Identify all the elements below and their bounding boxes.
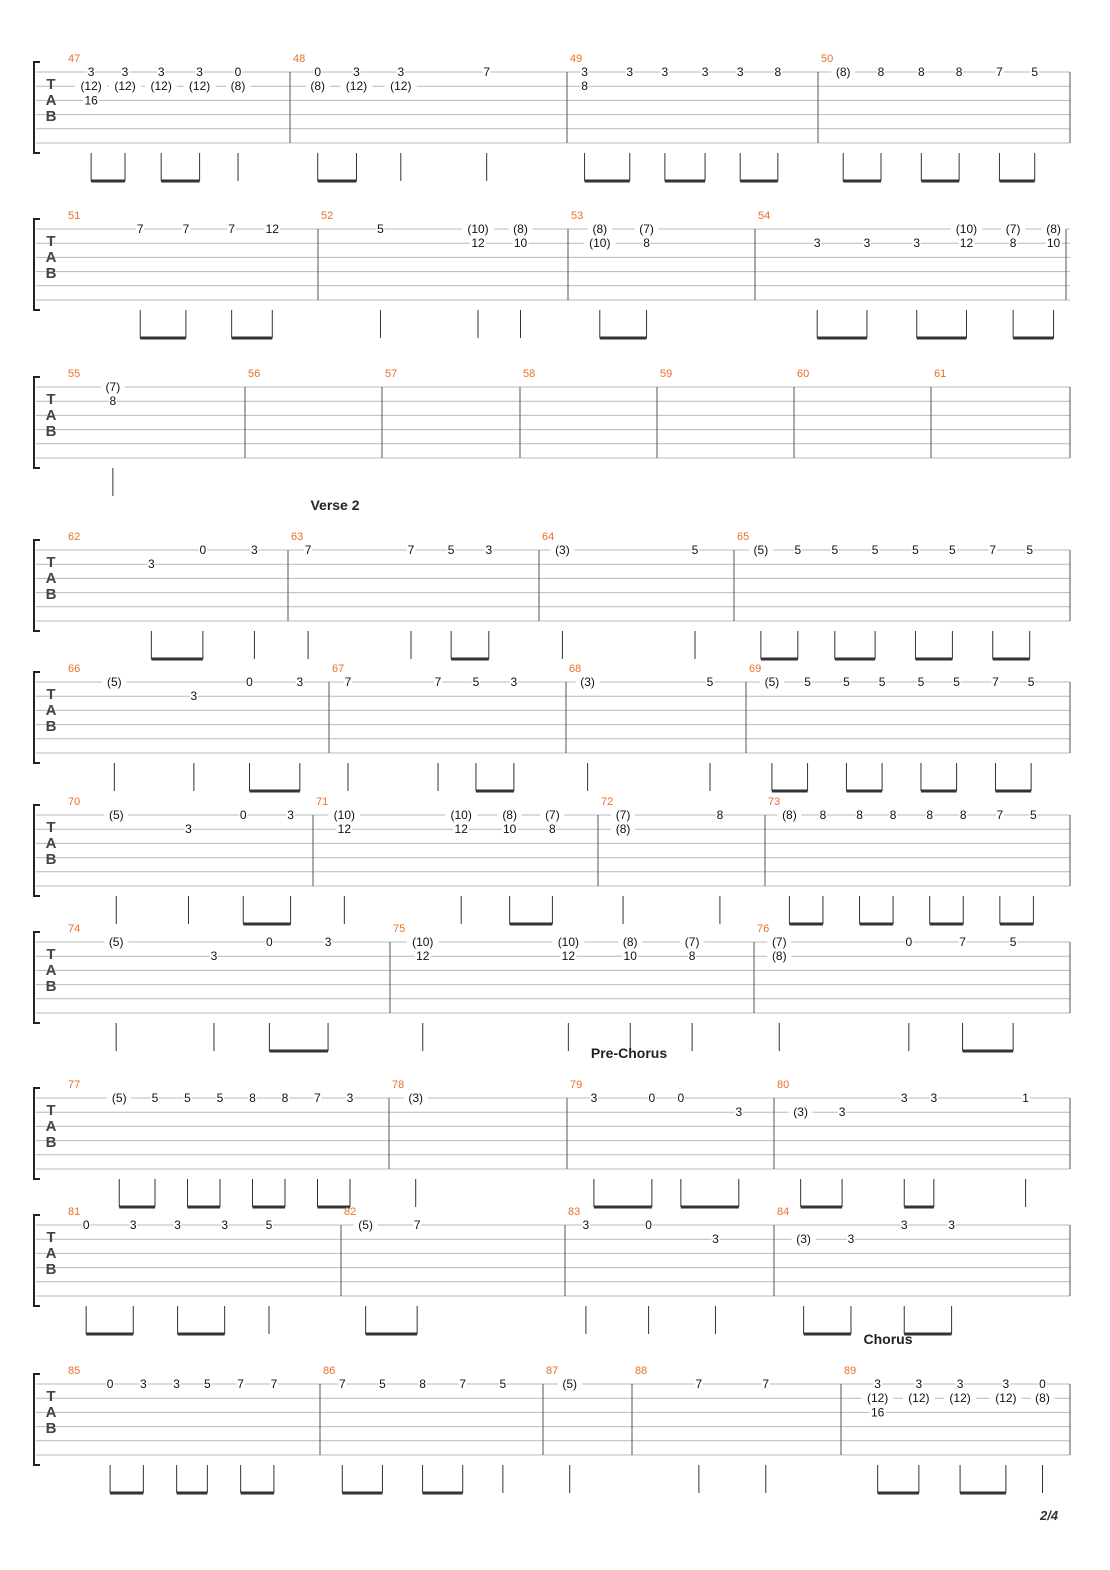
fret-number: 16 <box>870 1405 885 1420</box>
measure-number: 47 <box>68 53 81 65</box>
fret-number: 5 <box>499 1377 507 1391</box>
fret-number: 0 <box>82 1218 90 1232</box>
system-bracket <box>34 540 40 631</box>
measure-number: 65 <box>737 531 750 543</box>
fret-number: (3) <box>408 1091 424 1105</box>
measure-number: 84 <box>777 1206 790 1218</box>
fret-number: (3) <box>555 543 570 557</box>
fret-number: (7) <box>639 222 654 236</box>
fret-number: (8) <box>782 808 797 822</box>
fret-number: (7) <box>771 935 787 949</box>
system-bracket <box>34 219 40 310</box>
fret-number: 3 <box>913 236 921 251</box>
fret-number: 8 <box>926 808 934 822</box>
fret-number: 7 <box>314 1091 321 1105</box>
fret-number: 3 <box>87 65 95 79</box>
measure-number: 89 <box>844 1365 857 1377</box>
fret-number: 8 <box>774 65 782 79</box>
fret-number: 3 <box>735 1105 743 1120</box>
fret-number: 7 <box>228 222 235 236</box>
fret-number: (7) <box>615 808 631 822</box>
fret-number: (12) <box>345 79 368 94</box>
fret-number: 5 <box>706 675 714 689</box>
fret-number: 5 <box>1026 543 1034 557</box>
fret-number: (5) <box>764 675 780 689</box>
fret-number: 3 <box>847 1232 855 1247</box>
fret-number: 7 <box>407 543 415 557</box>
fret-number: 10 <box>513 236 528 251</box>
measure-number: 57 <box>385 368 398 380</box>
measure-number: 87 <box>546 1365 559 1377</box>
fret-number: (12) <box>995 1391 1017 1406</box>
fret-number: 5 <box>843 675 850 689</box>
tab-clef-letter: A <box>45 962 57 979</box>
system-bracket <box>34 1088 40 1179</box>
fret-number: (10) <box>450 808 472 822</box>
fret-number: 5 <box>794 543 802 557</box>
system-bracket <box>34 672 40 763</box>
fret-number: (8) <box>513 222 528 236</box>
measure-number: 54 <box>758 210 771 222</box>
fret-number: 8 <box>1009 236 1017 251</box>
tab-clef-letter: B <box>45 586 57 603</box>
fret-number: (12) <box>866 1391 889 1406</box>
fret-number: 7 <box>959 935 966 949</box>
fret-number: 8 <box>643 236 650 251</box>
fret-number: 0 <box>1039 1377 1046 1391</box>
measure-number: 71 <box>316 796 329 808</box>
measure-number: 82 <box>344 1206 357 1218</box>
measure-number: 74 <box>68 923 81 935</box>
fret-number: 10 <box>1046 236 1061 251</box>
tab-clef-letter: A <box>45 835 57 852</box>
fret-number: (7) <box>545 808 560 822</box>
measure-number: 62 <box>68 531 81 543</box>
fret-number: 0 <box>199 543 207 557</box>
fret-number: 5 <box>379 1377 386 1391</box>
fret-number: 0 <box>648 1091 656 1105</box>
fret-number: 3 <box>287 808 294 822</box>
fret-number: 3 <box>185 822 192 837</box>
fret-number: 3 <box>210 949 218 964</box>
fret-number: (12) <box>949 1391 971 1406</box>
measure-number: 66 <box>68 663 81 675</box>
fret-number: (8) <box>622 935 638 949</box>
fret-number: 3 <box>510 675 518 689</box>
fret-number: 3 <box>626 65 634 79</box>
fret-number: 12 <box>471 236 485 251</box>
measure-number: 55 <box>68 368 81 380</box>
fret-number: 1 <box>1022 1091 1029 1105</box>
system-bracket <box>34 62 40 153</box>
fret-number: 3 <box>838 1105 846 1120</box>
fret-number: 7 <box>695 1377 703 1391</box>
system-bracket <box>34 932 40 1023</box>
measure-number: 88 <box>635 1365 648 1377</box>
measure-number: 68 <box>569 663 582 675</box>
fret-number: 5 <box>953 675 960 689</box>
fret-number: 10 <box>502 822 517 837</box>
fret-number: (8) <box>502 808 517 822</box>
fret-number: 3 <box>174 1218 181 1232</box>
fret-number: 3 <box>157 65 165 79</box>
system-bracket <box>34 805 40 896</box>
tab-clef-letter: B <box>45 851 57 868</box>
measure-number: 49 <box>570 53 583 65</box>
fret-number: (7) <box>105 380 121 394</box>
measure-number: 58 <box>523 368 536 380</box>
fret-number: (3) <box>796 1232 811 1247</box>
fret-number: (8) <box>1035 1391 1050 1406</box>
system-bracket <box>34 377 40 468</box>
fret-number: (5) <box>562 1377 578 1391</box>
measure-number: 77 <box>68 1079 81 1091</box>
fret-number: 5 <box>949 543 956 557</box>
fret-number: 7 <box>237 1377 244 1391</box>
tab-clef-letter: T <box>46 946 56 963</box>
fret-number: (8) <box>771 949 787 964</box>
fret-number: 0 <box>106 1377 114 1391</box>
fret-number: 12 <box>265 222 279 236</box>
tab-clef-letter: B <box>45 718 57 735</box>
fret-number: (8) <box>230 79 246 94</box>
fret-number: 3 <box>324 935 332 949</box>
fret-number: 3 <box>121 65 129 79</box>
tab-clef-letter: T <box>46 76 56 93</box>
fret-number: 0 <box>234 65 242 79</box>
fret-number: (12) <box>188 79 211 94</box>
tab-clef-letter: T <box>46 1229 56 1246</box>
measure-number: 53 <box>571 210 584 222</box>
fret-number: 5 <box>1027 675 1035 689</box>
tab-clef-letter: B <box>45 1261 57 1278</box>
tab-clef-letter: A <box>45 570 57 587</box>
system-bracket <box>34 1215 40 1306</box>
fret-number: 8 <box>819 808 827 822</box>
fret-number: 7 <box>304 543 312 557</box>
fret-number: 0 <box>314 65 322 79</box>
fret-number: 0 <box>645 1218 652 1232</box>
tab-clef-letter: B <box>45 1134 57 1151</box>
fret-number: 3 <box>915 1377 923 1391</box>
tab-clef-letter: B <box>45 1420 57 1437</box>
fret-number: 3 <box>948 1218 955 1232</box>
fret-number: 7 <box>996 808 1004 822</box>
fret-number: 5 <box>1030 808 1037 822</box>
fret-number: 5 <box>1031 65 1039 79</box>
fret-number: 7 <box>344 675 352 689</box>
measure-number: 59 <box>660 368 673 380</box>
fret-number: 8 <box>688 949 696 964</box>
fret-number: (10) <box>333 808 356 822</box>
fret-number: 3 <box>129 1218 137 1232</box>
measure-number: 63 <box>291 531 304 543</box>
fret-number: (5) <box>107 675 122 689</box>
fret-number: 5 <box>204 1377 211 1391</box>
tab-clef-letter: B <box>45 978 57 995</box>
tab-clef-letter: A <box>45 702 57 719</box>
fret-number: 5 <box>216 1091 224 1105</box>
tab-clef-letter: B <box>45 265 57 282</box>
fret-number: 12 <box>561 949 576 964</box>
fret-number: 0 <box>246 675 253 689</box>
fret-number: 5 <box>184 1091 191 1105</box>
fret-number: 7 <box>338 1377 346 1391</box>
fret-number: 3 <box>900 1218 908 1232</box>
fret-number: (5) <box>108 808 124 822</box>
fret-number: (8) <box>835 65 851 79</box>
fret-number: 3 <box>701 65 709 79</box>
section-label: Chorus <box>863 1331 913 1347</box>
fret-number: 8 <box>917 65 925 79</box>
tab-clef-letter: A <box>45 1245 57 1262</box>
fret-number: 3 <box>173 1377 180 1391</box>
fret-number: 3 <box>863 236 871 251</box>
fret-number: 3 <box>581 65 588 79</box>
tab-clef-letter: A <box>45 407 57 424</box>
fret-number: 5 <box>1009 935 1017 949</box>
fret-number: 0 <box>239 808 247 822</box>
fret-number: 7 <box>483 65 491 79</box>
fret-number: 7 <box>136 222 144 236</box>
tab-clef-letter: B <box>45 108 57 125</box>
tab-clef-letter: T <box>46 554 56 571</box>
tab-clef-letter: A <box>45 249 57 266</box>
fret-number: 5 <box>691 543 699 557</box>
fret-number: 12 <box>454 822 468 837</box>
fret-number: (10) <box>557 935 580 949</box>
section-label: Pre-Chorus <box>590 1045 668 1061</box>
fret-number: 3 <box>813 236 821 251</box>
measure-number: 64 <box>542 531 555 543</box>
measure-number: 48 <box>293 53 306 65</box>
measure-number: 79 <box>570 1079 583 1091</box>
fret-number: 0 <box>905 935 913 949</box>
measure-number: 85 <box>68 1365 81 1377</box>
fret-number: 0 <box>266 935 273 949</box>
fret-number: 5 <box>917 675 925 689</box>
tab-clef-letter: T <box>46 1102 56 1119</box>
fret-number: 3 <box>930 1091 938 1105</box>
fret-number: 5 <box>831 543 839 557</box>
fret-number: 3 <box>190 689 198 704</box>
tab-clef-letter: B <box>45 423 57 440</box>
fret-number: (8) <box>592 222 608 236</box>
measure-number: 69 <box>749 663 762 675</box>
measure-number: 83 <box>568 1206 581 1218</box>
fret-number: 0 <box>677 1091 685 1105</box>
fret-number: (12) <box>390 79 412 94</box>
fret-number: 7 <box>762 1377 770 1391</box>
fret-number: (10) <box>589 236 611 251</box>
fret-number: 3 <box>1002 1377 1010 1391</box>
measure-number: 67 <box>332 663 345 675</box>
tab-clef-letter: A <box>45 92 57 109</box>
tab-clef-letter: T <box>46 686 56 703</box>
fret-number: 3 <box>196 65 203 79</box>
fret-number: (7) <box>1005 222 1021 236</box>
fret-number: (12) <box>908 1391 930 1406</box>
fret-number: (10) <box>412 935 434 949</box>
page-number: 2/4 <box>1040 1508 1059 1523</box>
fret-number: 16 <box>84 93 98 108</box>
fret-number: 8 <box>281 1091 289 1105</box>
fret-number: 5 <box>377 222 384 236</box>
section-label: Verse 2 <box>310 497 360 513</box>
fret-number: 3 <box>736 65 744 79</box>
measure-number: 61 <box>934 368 947 380</box>
measure-number: 75 <box>393 923 406 935</box>
fret-number: 7 <box>413 1218 421 1232</box>
fret-number: 5 <box>472 675 480 689</box>
fret-number: 8 <box>889 808 897 822</box>
fret-number: 3 <box>296 675 304 689</box>
fret-number: 10 <box>623 949 637 964</box>
measure-number: 80 <box>777 1079 790 1091</box>
fret-number: (8) <box>310 79 326 94</box>
measure-number: 50 <box>821 53 834 65</box>
fret-number: 8 <box>249 1091 256 1105</box>
fret-number: 3 <box>397 65 405 79</box>
measure-number: 73 <box>768 796 781 808</box>
fret-number: 3 <box>485 543 493 557</box>
fret-number: 8 <box>109 394 117 409</box>
fret-number: 3 <box>251 543 258 557</box>
fret-number: 8 <box>959 808 967 822</box>
fret-number: 7 <box>992 675 999 689</box>
fret-number: 8 <box>955 65 963 79</box>
fret-number: 8 <box>581 79 588 94</box>
fret-number: 8 <box>419 1377 426 1391</box>
fret-number: 5 <box>151 1091 159 1105</box>
fret-number: 3 <box>221 1218 229 1232</box>
fret-number: (3) <box>580 675 595 689</box>
fret-number: (7) <box>684 935 700 949</box>
fret-number: (3) <box>793 1105 808 1120</box>
fret-number: 8 <box>716 808 724 822</box>
fret-number: 3 <box>140 1377 147 1391</box>
tab-clef-letter: T <box>46 233 56 250</box>
fret-number: (5) <box>111 1091 127 1105</box>
fret-number: 3 <box>148 557 155 572</box>
fret-number: 5 <box>878 675 886 689</box>
fret-number: 3 <box>712 1232 719 1247</box>
fret-number: 7 <box>270 1377 278 1391</box>
fret-number: 5 <box>804 675 811 689</box>
fret-number: (10) <box>955 222 978 236</box>
measure-number: 76 <box>757 923 770 935</box>
fret-number: 8 <box>856 808 863 822</box>
tab-clef-letter: A <box>45 1404 57 1421</box>
fret-number: (8) <box>1046 222 1061 236</box>
fret-number: 5 <box>912 543 919 557</box>
fret-number: 7 <box>459 1377 467 1391</box>
fret-number: 7 <box>989 543 997 557</box>
fret-number: 12 <box>337 822 352 837</box>
fret-number: (8) <box>615 822 631 837</box>
measure-number: 51 <box>68 210 81 222</box>
measure-number: 52 <box>321 210 334 222</box>
system-bracket <box>34 1374 40 1465</box>
fret-number: 12 <box>959 236 974 251</box>
fret-number: 7 <box>434 675 442 689</box>
fret-number: (12) <box>150 79 172 94</box>
fret-number: 3 <box>582 1218 590 1232</box>
fret-number: 5 <box>265 1218 273 1232</box>
measure-number: 86 <box>323 1365 336 1377</box>
fret-number: 5 <box>447 543 455 557</box>
measure-number: 78 <box>392 1079 405 1091</box>
tab-clef-letter: T <box>46 819 56 836</box>
fret-number: 5 <box>871 543 879 557</box>
fret-number: (12) <box>80 79 102 94</box>
fret-number: 7 <box>182 222 190 236</box>
measure-number: 70 <box>68 796 81 808</box>
fret-number: 3 <box>661 65 669 79</box>
fret-number: 8 <box>549 822 556 837</box>
fret-number: 7 <box>996 65 1003 79</box>
measure-number: 72 <box>601 796 614 808</box>
measure-number: 81 <box>68 1206 81 1218</box>
fret-number: (5) <box>753 543 769 557</box>
tab-clef-letter: A <box>45 1118 57 1135</box>
fret-number: (5) <box>108 935 124 949</box>
measure-number: 60 <box>797 368 810 380</box>
tab-clef-letter: T <box>46 1388 56 1405</box>
fret-number: (10) <box>467 222 489 236</box>
fret-number: 3 <box>353 65 360 79</box>
fret-number: 12 <box>416 949 430 964</box>
fret-number: 3 <box>874 1377 881 1391</box>
fret-number: 3 <box>956 1377 964 1391</box>
fret-number: 3 <box>590 1091 598 1105</box>
fret-number: (12) <box>114 79 136 94</box>
measure-number: 56 <box>248 368 261 380</box>
fret-number: 8 <box>877 65 885 79</box>
fret-number: (5) <box>358 1218 373 1232</box>
fret-number: 3 <box>346 1091 354 1105</box>
fret-number: 3 <box>900 1091 908 1105</box>
tab-clef-letter: T <box>46 391 56 408</box>
